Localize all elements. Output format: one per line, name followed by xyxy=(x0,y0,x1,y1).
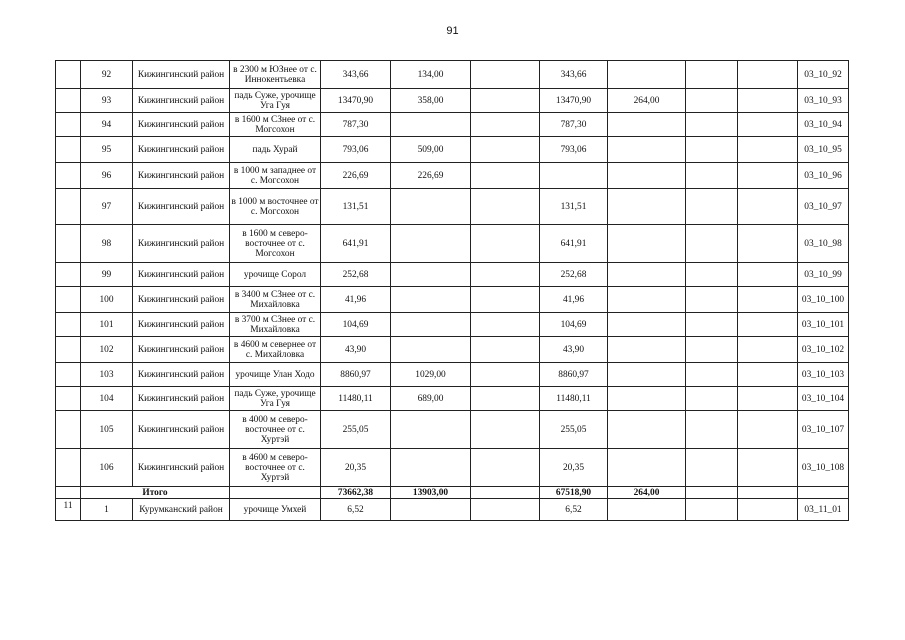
total-location-cell xyxy=(230,487,321,499)
value-cell-col6 xyxy=(471,225,540,263)
section-number-cell xyxy=(56,225,81,263)
value-cell-col6 xyxy=(471,449,540,487)
value-cell-col5 xyxy=(391,449,471,487)
value-cell-col7 xyxy=(540,163,608,189)
value-cell-col9 xyxy=(686,137,738,163)
section-number-cell: 11 xyxy=(56,499,81,521)
value-cell-col8 xyxy=(608,61,686,89)
code-cell: 03_10_92 xyxy=(798,61,849,89)
value-cell-col4: 787,30 xyxy=(321,113,391,137)
value-cell-col4: 11480,11 xyxy=(321,387,391,411)
value-cell-col4: 252,68 xyxy=(321,263,391,287)
table-row xyxy=(56,337,849,363)
value-cell-col9 xyxy=(686,225,738,263)
table-row xyxy=(56,225,849,263)
value-cell-col10 xyxy=(738,287,798,313)
value-cell-col9 xyxy=(686,113,738,137)
table-row xyxy=(56,89,849,113)
row-number-cell: 99 xyxy=(81,263,133,287)
value-cell-col7: 787,30 xyxy=(540,113,608,137)
value-cell-col9 xyxy=(686,499,738,521)
table-row xyxy=(56,137,849,163)
district-cell: Кижингинский район xyxy=(133,189,230,225)
location-cell: урочище Умхей xyxy=(230,499,321,521)
value-cell-col10 xyxy=(738,487,798,499)
table-row xyxy=(56,499,849,521)
location-cell: падь Хурай xyxy=(230,137,321,163)
value-cell-col6 xyxy=(471,287,540,313)
location-cell: в 4600 м северо-восточнее от с. Хуртэй xyxy=(230,449,321,487)
value-cell-col4: 641,91 xyxy=(321,225,391,263)
data-table xyxy=(55,60,849,521)
value-cell-col7: 13470,90 xyxy=(540,89,608,113)
value-cell-col5 xyxy=(391,263,471,287)
total-row xyxy=(56,487,849,499)
value-cell-col5 xyxy=(391,113,471,137)
table-row xyxy=(56,411,849,449)
table-row xyxy=(56,287,849,313)
value-cell-col7: 8860,97 xyxy=(540,363,608,387)
value-cell-col6 xyxy=(471,499,540,521)
section-number-cell xyxy=(56,449,81,487)
section-number-cell xyxy=(56,263,81,287)
value-cell-col5 xyxy=(391,337,471,363)
value-cell-col6 xyxy=(471,263,540,287)
value-cell-col9 xyxy=(686,387,738,411)
value-cell-col4: 6,52 xyxy=(321,499,391,521)
value-cell-col7: 131,51 xyxy=(540,189,608,225)
value-cell-col6 xyxy=(471,411,540,449)
value-cell-col5: 689,00 xyxy=(391,387,471,411)
section-number-cell xyxy=(56,411,81,449)
value-cell-col6 xyxy=(471,89,540,113)
value-cell-col10 xyxy=(738,387,798,411)
value-cell-col5: 358,00 xyxy=(391,89,471,113)
value-cell-col8 xyxy=(608,313,686,337)
value-cell-col8 xyxy=(608,499,686,521)
value-cell-col5 xyxy=(391,313,471,337)
district-cell: Кижингинский район xyxy=(133,287,230,313)
row-number-cell: 105 xyxy=(81,411,133,449)
value-cell-col7: 11480,11 xyxy=(540,387,608,411)
value-cell-col8 xyxy=(608,411,686,449)
value-cell-col9 xyxy=(686,189,738,225)
value-cell-col4: 104,69 xyxy=(321,313,391,337)
value-cell-col7: 793,06 xyxy=(540,137,608,163)
value-cell-col4: 43,90 xyxy=(321,337,391,363)
value-cell-col8 xyxy=(608,449,686,487)
location-cell: в 1000 м западнее от с. Могсохон xyxy=(230,163,321,189)
value-cell-col8: 264,00 xyxy=(608,89,686,113)
value-cell-col8 xyxy=(608,263,686,287)
value-cell-col4: 20,35 xyxy=(321,449,391,487)
value-cell-col6 xyxy=(471,137,540,163)
row-number-cell: 104 xyxy=(81,387,133,411)
value-cell-col4: 343,66 xyxy=(321,61,391,89)
value-cell-col10 xyxy=(738,61,798,89)
value-cell-col4: 255,05 xyxy=(321,411,391,449)
value-cell-col10 xyxy=(738,499,798,521)
section-number-cell xyxy=(56,387,81,411)
code-cell: 03_10_94 xyxy=(798,113,849,137)
district-cell: Кижингинский район xyxy=(133,263,230,287)
row-number-cell: 95 xyxy=(81,137,133,163)
section-number-cell xyxy=(56,89,81,113)
value-cell-col4: 73662,38 xyxy=(321,487,391,499)
district-cell: Кижингинский район xyxy=(133,449,230,487)
table-row xyxy=(56,387,849,411)
district-cell: Кижингинский район xyxy=(133,225,230,263)
section-number-cell xyxy=(56,287,81,313)
value-cell-col9 xyxy=(686,89,738,113)
section-number-cell xyxy=(56,113,81,137)
value-cell-col9 xyxy=(686,337,738,363)
table-row xyxy=(56,189,849,225)
section-number-cell xyxy=(56,337,81,363)
value-cell-col7: 6,52 xyxy=(540,499,608,521)
value-cell-col10 xyxy=(738,89,798,113)
table-row xyxy=(56,363,849,387)
value-cell-col5: 1029,00 xyxy=(391,363,471,387)
district-cell: Кижингинский район xyxy=(133,313,230,337)
value-cell-col6 xyxy=(471,363,540,387)
section-number-cell xyxy=(56,163,81,189)
code-cell: 03_10_100 xyxy=(798,287,849,313)
row-number-cell: 106 xyxy=(81,449,133,487)
value-cell-col8 xyxy=(608,287,686,313)
value-cell-col10 xyxy=(738,113,798,137)
location-cell: в 2300 м ЮЗнее от с. Иннокентьевка xyxy=(230,61,321,89)
row-number-cell: 102 xyxy=(81,337,133,363)
location-cell: в 1600 м северо-восточнее от с. Могсохон xyxy=(230,225,321,263)
value-cell-col4: 41,96 xyxy=(321,287,391,313)
location-cell: в 3700 м СЗнее от с. Михайловка xyxy=(230,313,321,337)
table-row xyxy=(56,163,849,189)
code-cell: 03_10_97 xyxy=(798,189,849,225)
value-cell-col5: 134,00 xyxy=(391,61,471,89)
row-number-cell: 103 xyxy=(81,363,133,387)
value-cell-col9 xyxy=(686,163,738,189)
location-cell: урочище Сорол xyxy=(230,263,321,287)
district-cell: Кижингинский район xyxy=(133,363,230,387)
value-cell-col9 xyxy=(686,449,738,487)
row-number-cell: 100 xyxy=(81,287,133,313)
value-cell-col6 xyxy=(471,487,540,499)
value-cell-col9 xyxy=(686,61,738,89)
value-cell-col8: 264,00 xyxy=(608,487,686,499)
district-cell: Кижингинский район xyxy=(133,89,230,113)
value-cell-col8 xyxy=(608,225,686,263)
code-cell: 03_11_01 xyxy=(798,499,849,521)
district-cell: Кижингинский район xyxy=(133,137,230,163)
row-number-cell: 93 xyxy=(81,89,133,113)
value-cell-col6 xyxy=(471,113,540,137)
value-cell-col4: 226,69 xyxy=(321,163,391,189)
table-row xyxy=(56,263,849,287)
code-cell xyxy=(798,487,849,499)
value-cell-col10 xyxy=(738,189,798,225)
value-cell-col4: 793,06 xyxy=(321,137,391,163)
value-cell-col10 xyxy=(738,337,798,363)
district-cell: Кижингинский район xyxy=(133,163,230,189)
value-cell-col6 xyxy=(471,163,540,189)
value-cell-col4: 131,51 xyxy=(321,189,391,225)
value-cell-col7: 252,68 xyxy=(540,263,608,287)
row-number-cell: 96 xyxy=(81,163,133,189)
district-cell: Кижингинский район xyxy=(133,411,230,449)
value-cell-col5 xyxy=(391,287,471,313)
row-number-cell: 97 xyxy=(81,189,133,225)
value-cell-col8 xyxy=(608,363,686,387)
total-label: Итого xyxy=(81,487,230,499)
section-number-cell xyxy=(56,137,81,163)
code-cell: 03_10_102 xyxy=(798,337,849,363)
section-number-cell xyxy=(56,313,81,337)
value-cell-col4: 13470,90 xyxy=(321,89,391,113)
value-cell-col5: 13903,00 xyxy=(391,487,471,499)
code-cell: 03_10_103 xyxy=(798,363,849,387)
value-cell-col8 xyxy=(608,337,686,363)
row-number-cell: 1 xyxy=(81,499,133,521)
code-cell: 03_10_99 xyxy=(798,263,849,287)
value-cell-col7: 104,69 xyxy=(540,313,608,337)
table-row xyxy=(56,313,849,337)
district-cell: Кижингинский район xyxy=(133,61,230,89)
value-cell-col7: 43,90 xyxy=(540,337,608,363)
district-cell: Кижингинский район xyxy=(133,337,230,363)
value-cell-col5: 226,69 xyxy=(391,163,471,189)
location-cell: падь Суже, урочище Уга Гуя xyxy=(230,89,321,113)
section-number-cell xyxy=(56,61,81,89)
value-cell-col10 xyxy=(738,225,798,263)
value-cell-col7: 255,05 xyxy=(540,411,608,449)
value-cell-col9 xyxy=(686,487,738,499)
code-cell: 03_10_93 xyxy=(798,89,849,113)
value-cell-col5: 509,00 xyxy=(391,137,471,163)
code-cell: 03_10_108 xyxy=(798,449,849,487)
district-cell: Кижингинский район xyxy=(133,387,230,411)
value-cell-col5 xyxy=(391,189,471,225)
value-cell-col5 xyxy=(391,499,471,521)
location-cell: падь Суже, урочище Уга Гуя xyxy=(230,387,321,411)
value-cell-col6 xyxy=(471,337,540,363)
value-cell-col5 xyxy=(391,411,471,449)
code-cell: 03_10_101 xyxy=(798,313,849,337)
table-row xyxy=(56,113,849,137)
row-number-cell: 94 xyxy=(81,113,133,137)
value-cell-col6 xyxy=(471,189,540,225)
value-cell-col10 xyxy=(738,137,798,163)
value-cell-col7: 641,91 xyxy=(540,225,608,263)
row-number-cell: 101 xyxy=(81,313,133,337)
value-cell-col4: 8860,97 xyxy=(321,363,391,387)
value-cell-col7: 67518,90 xyxy=(540,487,608,499)
value-cell-col10 xyxy=(738,363,798,387)
value-cell-col10 xyxy=(738,411,798,449)
code-cell: 03_10_95 xyxy=(798,137,849,163)
value-cell-col9 xyxy=(686,363,738,387)
row-number-cell: 98 xyxy=(81,225,133,263)
location-cell: урочище Улан Ходо xyxy=(230,363,321,387)
location-cell: в 3400 м СЗнее от с. Михайловка xyxy=(230,287,321,313)
value-cell-col10 xyxy=(738,163,798,189)
row-number-cell: 92 xyxy=(81,61,133,89)
value-cell-col5 xyxy=(391,225,471,263)
location-cell: в 4000 м северо-восточнее от с. Хуртэй xyxy=(230,411,321,449)
location-cell: в 4600 м севернее от с. Михайловка xyxy=(230,337,321,363)
code-cell: 03_10_96 xyxy=(798,163,849,189)
value-cell-col8 xyxy=(608,387,686,411)
value-cell-col8 xyxy=(608,137,686,163)
value-cell-col7: 41,96 xyxy=(540,287,608,313)
value-cell-col9 xyxy=(686,263,738,287)
value-cell-col7: 343,66 xyxy=(540,61,608,89)
code-cell: 03_10_107 xyxy=(798,411,849,449)
table-row xyxy=(56,61,849,89)
district-cell: Кижингинский район xyxy=(133,113,230,137)
value-cell-col6 xyxy=(471,61,540,89)
value-cell-col7: 20,35 xyxy=(540,449,608,487)
value-cell-col8 xyxy=(608,113,686,137)
code-cell: 03_10_104 xyxy=(798,387,849,411)
district-cell: Курумканский район xyxy=(133,499,230,521)
location-cell: в 1000 м восточнее от с. Могсохон xyxy=(230,189,321,225)
value-cell-col9 xyxy=(686,411,738,449)
value-cell-col10 xyxy=(738,313,798,337)
section-number-cell xyxy=(56,487,81,499)
value-cell-col10 xyxy=(738,263,798,287)
value-cell-col6 xyxy=(471,313,540,337)
value-cell-col6 xyxy=(471,387,540,411)
value-cell-col8 xyxy=(608,163,686,189)
section-number-cell xyxy=(56,189,81,225)
code-cell: 03_10_98 xyxy=(798,225,849,263)
page-number: 91 xyxy=(446,25,459,37)
value-cell-col9 xyxy=(686,313,738,337)
value-cell-col9 xyxy=(686,287,738,313)
section-number-cell xyxy=(56,363,81,387)
value-cell-col10 xyxy=(738,449,798,487)
value-cell-col8 xyxy=(608,189,686,225)
location-cell: в 1600 м СЗнее от с. Могсохон xyxy=(230,113,321,137)
table-row xyxy=(56,449,849,487)
